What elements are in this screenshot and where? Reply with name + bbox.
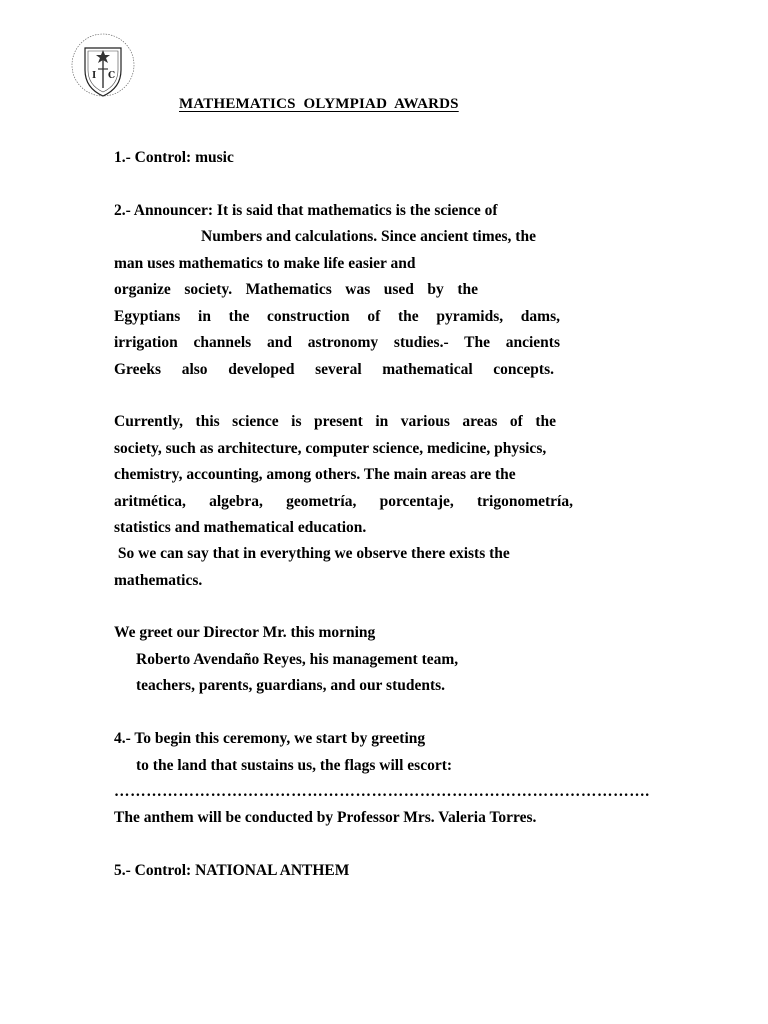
school-logo [70,32,136,102]
document-title: MATHEMATICS OLYMPIAD AWARDS [179,96,459,112]
text-line: irrigation channels and astronomy studies.- The ancients [114,334,560,351]
svg-text:I: I [92,71,97,81]
text-line: 5.- Control: NATIONAL ANTHEM [114,862,350,879]
text-line: aritmética, algebra, geometría, porcentaje, trigonometría, [114,493,573,510]
text-line: 2.- Announcer: It is said that mathematics is the science of [114,202,498,219]
text-line: organize society. Mathematics was used by the [114,281,478,298]
text-line: Numbers and calculations. Since ancient times, the [201,228,536,245]
svg-text:C: C [108,71,116,81]
text-line: statistics and mathematical education. [114,519,367,536]
text-line: man uses mathematics to make life easier and [114,255,416,272]
text-line: Currently, this science is present in various areas of the [114,413,556,430]
text-line: society, such as architecture, computer science, medicine, physics, [114,440,547,457]
text-line: The anthem will be conducted by Professor Mrs. Valeria Torres. [114,809,537,826]
text-line: teachers, parents, guardians, and our students. [136,677,446,694]
text-line: 1.- Control: music [114,149,234,166]
text-line: We greet our Director Mr. this morning [114,624,376,641]
dotted-line: ………………………………………………………………………………………. [114,783,650,800]
text-line: Egyptians in the construction of the pyramids, dams, [114,308,560,325]
text-line: Roberto Avendaño Reyes, his management team, [136,651,459,668]
text-line: mathematics. [114,572,203,589]
text-line: chemistry, accounting, among others. The main areas are the [114,466,516,483]
text-line: Greeks also developed several mathematical concepts. [114,361,554,378]
text-line: So we can say that in everything we observe there exists the [114,545,510,562]
text-line: to the land that sustains us, the flags will escort: [136,757,453,774]
text-line: 4.- To begin this ceremony, we start by greeting [114,730,426,747]
